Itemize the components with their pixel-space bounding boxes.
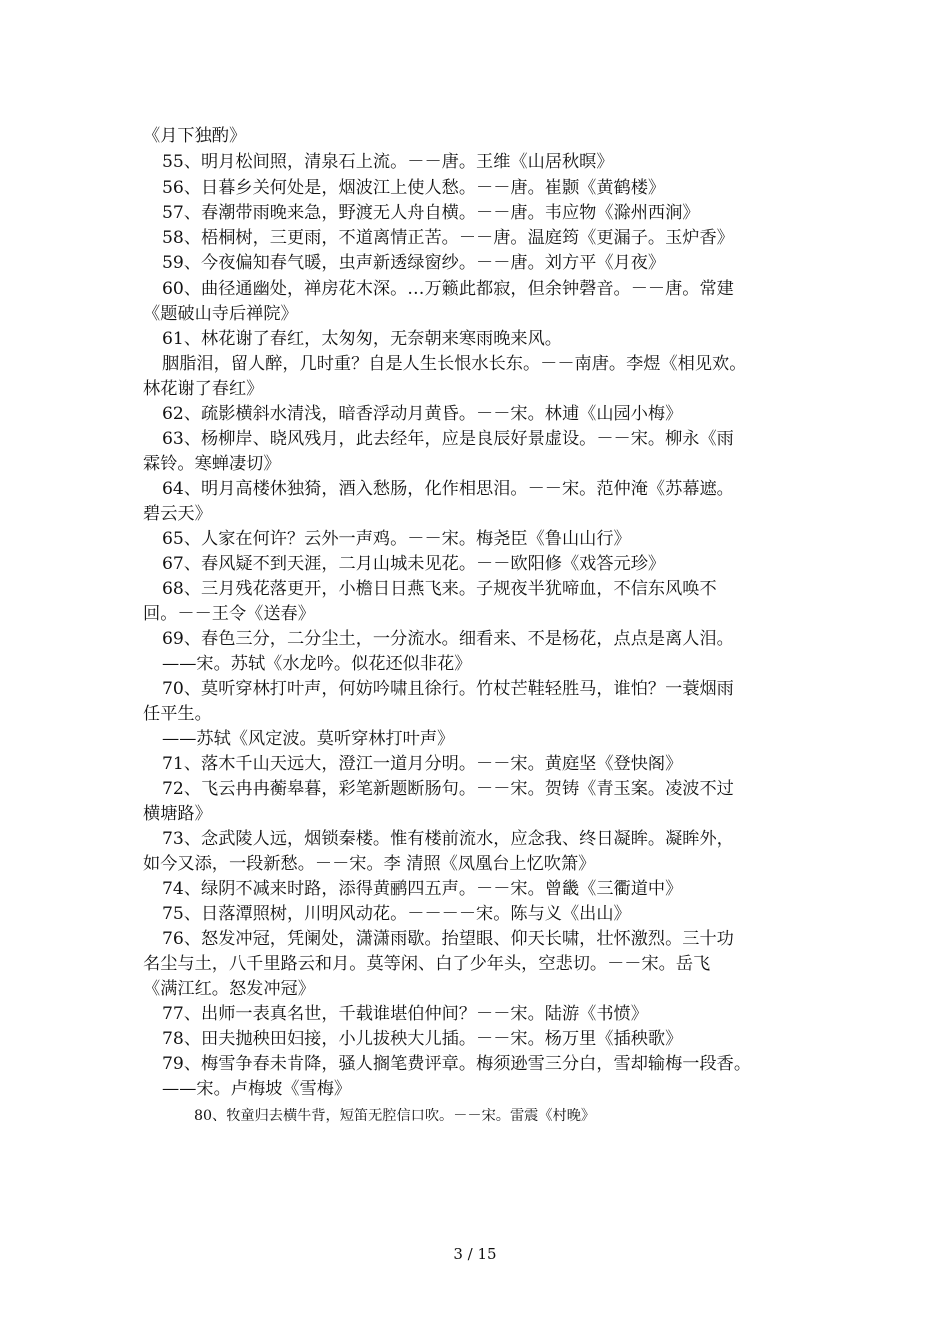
text-line: 72、飞云冉冉蘅皋暮，彩笔新题断肠句。－－宋。贺铸《青玉案。凌波不过 bbox=[162, 779, 734, 799]
text-line: 63、杨柳岸、晓风残月，此去经年，应是良辰好景虚设。－－宋。柳永《雨 bbox=[162, 429, 734, 449]
text-line: 《题破山寺后禅院》 bbox=[143, 304, 298, 324]
text-line: 73、念武陵人远，烟锁秦楼。惟有楼前流水，应念我、终日凝眸。凝眸外， bbox=[162, 829, 734, 849]
text-line: 65、人家在何许？云外一声鸡。－－宋。梅尧臣《鲁山山行》 bbox=[162, 529, 631, 549]
text-line: 76、怒发冲冠，凭阑处，潇潇雨歇。抬望眼、仰天长啸，壮怀激烈。三十功 bbox=[162, 929, 734, 949]
text-line: 64、明月高楼休独猗，酒入愁肠，化作相思泪。－－宋。范仲淹《苏幕遮。 bbox=[162, 479, 734, 499]
text-line: 60、曲径通幽处，禅房花木深。…万籁此都寂，但余钟磬音。－－唐。常建 bbox=[162, 279, 734, 299]
text-line: 70、莫听穿林打叶声，何妨吟啸且徐行。竹杖芒鞋轻胜马，谁怕？一蓑烟雨 bbox=[162, 679, 734, 699]
text-line: 68、三月残花落更开，小檐日日燕飞来。子规夜半犹啼血，不信东风唤不 bbox=[162, 579, 717, 599]
text-line: 任平生。 bbox=[143, 704, 212, 724]
text-line: 林花谢了春红》 bbox=[143, 379, 264, 399]
page-number: 3 / 15 bbox=[453, 1245, 497, 1263]
text-line: 77、出师一表真名世，千载谁堪伯仲间？－－宋。陆游《书愤》 bbox=[162, 1004, 648, 1024]
text-line: ——宋。卢梅坡《雪梅》 bbox=[162, 1079, 352, 1099]
text-line: 75、日落潭照树，川明风动花。－－－－宋。陈与义《出山》 bbox=[162, 904, 631, 924]
text-line: ——宋。苏轼《水龙吟。似花还似非花》 bbox=[162, 654, 472, 674]
text-line: 62、疏影横斜水清浅，暗香浮动月黄昏。－－宋。林逋《山园小梅》 bbox=[162, 404, 683, 424]
text-line: 69、春色三分，二分尘土，一分流水。细看来、不是杨花，点点是离人泪。 bbox=[162, 629, 734, 649]
text-line: 横塘路》 bbox=[143, 804, 212, 824]
text-line: 80、牧童归去横牛背，短笛无腔信口吹。－－宋。雷震《村晚》 bbox=[194, 1108, 596, 1124]
text-line: 79、梅雪争春未肯降，骚人搁笔费评章。梅须逊雪三分白，雪却输梅一段香。 bbox=[162, 1054, 752, 1074]
text-line: 如今又添，一段新愁。－－宋。李 清照《凤凰台上忆吹箫》 bbox=[143, 854, 596, 874]
text-line: 名尘与土，八千里路云和月。莫等闲、白了少年头，空悲切。－－宋。岳飞 bbox=[143, 954, 711, 974]
text-line: 74、绿阴不减来时路，添得黄鹂四五声。－－宋。曾畿《三衢道中》 bbox=[162, 879, 683, 899]
text-line: 67、春风疑不到天涯，二月山城未见花。－－欧阳修《戏答元珍》 bbox=[162, 554, 666, 574]
text-line: 58、梧桐树，三更雨，不道离情正苦。－－唐。温庭筠《更漏子。玉炉香》 bbox=[162, 228, 734, 248]
text-line: 《满江红。怒发冲冠》 bbox=[143, 979, 315, 999]
text-line: 71、落木千山天远大，澄江一道月分明。－－宋。黄庭坚《登快阁》 bbox=[162, 754, 683, 774]
text-line: 78、田夫抛秧田妇接，小儿拔秧大儿插。－－宋。杨万里《插秧歌》 bbox=[162, 1029, 683, 1049]
text-line: 碧云天》 bbox=[143, 504, 212, 524]
text-line: 回。－－王令《送春》 bbox=[143, 604, 315, 624]
text-line: 霖铃。寒蝉凄切》 bbox=[143, 454, 281, 474]
text-line: 55、明月松间照，清泉石上流。－－唐。王维《山居秋暝》 bbox=[162, 152, 614, 172]
text-line: ——苏轼《风定波。莫听穿林打叶声》 bbox=[162, 729, 455, 749]
text-line: 《月下独酌》 bbox=[143, 126, 247, 146]
text-line: 胭脂泪，留人醉，几时重？自是人生长恨水长东。－－南唐。李煜《相见欢。 bbox=[162, 354, 747, 374]
text-line: 56、日暮乡关何处是，烟波江上使人愁。－－唐。崔颢《黄鹤楼》 bbox=[162, 178, 666, 198]
text-line: 59、今夜偏知春气暖，虫声新透绿窗纱。－－唐。刘方平《月夜》 bbox=[162, 253, 666, 273]
text-line: 61、林花谢了春红，太匆匆，无奈朝来寒雨晚来风。 bbox=[162, 329, 562, 349]
text-line: 57、春潮带雨晚来急，野渡无人舟自横。－－唐。韦应物《滁州西涧》 bbox=[162, 203, 700, 223]
